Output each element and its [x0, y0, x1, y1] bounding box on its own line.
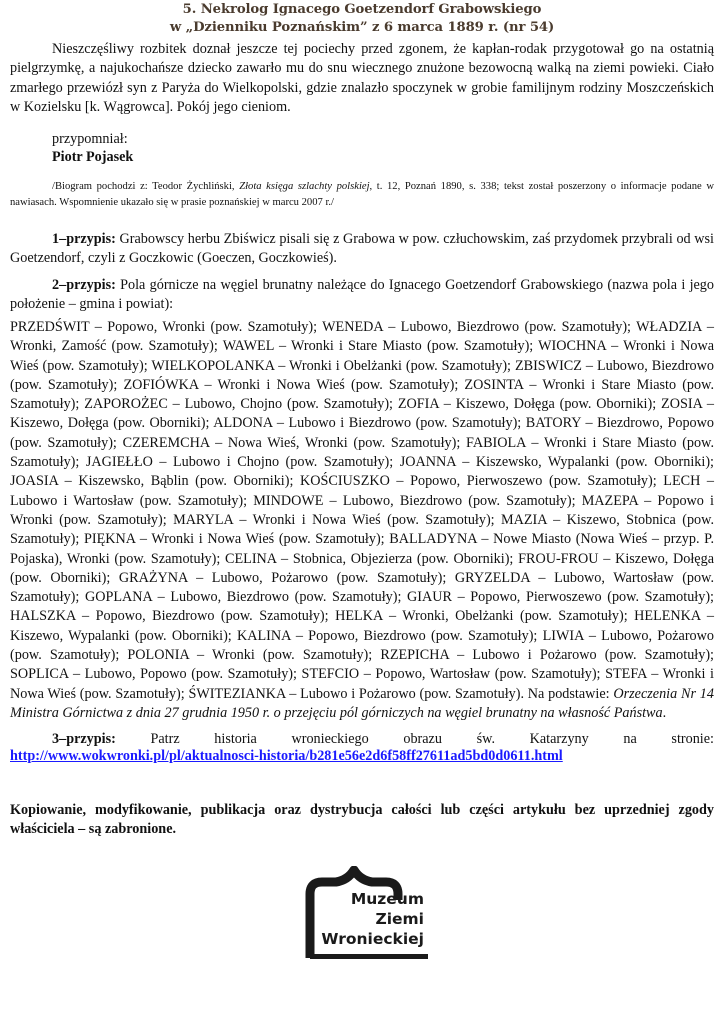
footnote-3-label: 3–przypis:: [52, 731, 116, 747]
footnote-3-word: Patrz: [150, 731, 180, 747]
footnote-3-word: na: [623, 731, 637, 747]
footnote-3-link[interactable]: http://www.wokwronki.pl/pl/aktualnosci-historia/b281e56e2d6f58ff27611ad5bd0d0611.html: [10, 748, 563, 764]
footnote-3-word: św.: [476, 731, 495, 747]
footnote-1-text: Grabowscy herbu Zbiświcz pisali się z Grabowa w pow. człuchowskim, zaś przydomek przybrali od wsi Goetzendorf, czyli z Goczkowic (Goeczen, Goczkowieś).: [10, 231, 714, 267]
logo-text-line-3: Wronieckiej: [321, 930, 424, 948]
source-book-title: Złota księga szlachty polskiej: [239, 181, 370, 192]
mining-fields-source-end: .: [662, 704, 667, 721]
footnote-1-label: 1–przypis:: [52, 231, 116, 247]
footnote-2-label: 2–przypis:: [52, 277, 116, 293]
mining-fields-list: [10, 318, 714, 723]
title-line-1: 5. Nekrolog Ignacego Goetzendorf Grabowskiego: [182, 2, 542, 17]
museum-logo: [300, 866, 430, 962]
signature: [52, 130, 133, 166]
footnote-3: [10, 731, 714, 765]
source-note: [10, 179, 714, 211]
intro-paragraph: Nieszczęśliwy rozbitek doznał jeszcze tej pociechy przed zgonem, że kapłan-rodak przygotował go na ostatnią pielgrzymkę, a najukochańsze dziecko zawarło mu do snu wiecznego znużone bezowocną walką na ziemi powieki. Ciało zmarłego przewiózł syn z Paryża do Wielkopolski, gdzie znalazło spoczynek w grobie familijnym rodziny Moszczeńskich w Kozielsku [k. Wągrowca]. Pokój jego cieniom.: [10, 41, 714, 116]
source-note-suffix: , t. 12, Poznań 1890, s. 338; tekst został poszerzony o informacje podane w nawiasach. Wspomnienie ukazało się w prasie poznańskiej w marcu 2007 r./: [10, 181, 715, 208]
footnote-3-word: historia: [214, 731, 257, 747]
footnote-2-text: Pola górnicze na węgiel brunatny należące do Ignacego Goetzendorf Grabowskiego (nazwa pola i jego położenie – gmina i powiat):: [10, 277, 714, 313]
footnote-3-word: wronieckiego: [291, 731, 369, 747]
mining-fields-text: PRZEDŚWIT – Popowo, Wronki (pow. Szamotuły); WENEDA – Lubowo, Biezdrowo (pow. Szamotuły); WŁADZIA – Wronki, Zamość (pow. Szamotuły); WAWEL – Wronki i Stare Miasto (pow. Szamotuły); WIOCHNA – Wronki i Nowa Wieś (pow. Szamotuły); WIELKOPOLANKA – Wronki i Obelżanki (pow. Szamotuły); ZBISWICZ – Lubowo, Biezdrowo (pow. Szamotuły); ZOFIÓWKA – Wronki i Nowa Wieś (pow. Szamotuły); ZOSINTA – Wronki i Stare Miasto (pow. Szamotuły); ZAPOROŻEC – Lubowo, Chojno (pow. Szamotuły); ZOFIA – Kiszewo, Dołęga (pow. Oborniki); ZOSIA – Kiszewo, Dołęga (pow. Oborniki); ALDONA – Lubowo i Biezdrowo (pow. Szamotuły); BATORY – Biezdrowo, Popowo (pow. Szamotuły); CZEREMCHA – Nowa Wieś, Wronki (pow. Szamotuły); FABIOLA – Wronki i Stare Miasto (pow. Szamotuły); JAGIEŁŁO – Lubowo i Chojno (pow. Szamotuły); JOANNA – Kiszewsko, Wypalanki (pow. Oborniki); JOASIA – Kiszewsko, Bąblin (pow. Oborniki); KOŚCIUSZKO – Popowo, Pierwoszewo (pow. Szamotuły); LECH – Lubowo i Wartosław (pow. Szamotuły); MINDOWE – Lubowo, Biezdrowo (pow. Szamotuły); MAZEPA – Popowo i Wronki (pow. Szamotuły); MARYLA – Wronki i Nowa Wieś (pow. Szamotuły); MAZIA – Kiszewo, Stobnica (pow. Szamotuły); PIĘKNA – Wronki i Nowa Wieś (pow. Szamotuły); BALLADYNA – Nowe Miasto (Nowa Wieś – przyp. P. Pojaska), Wronki (pow. Szamotuły); CELINA – Stobnica, Objezierza (pow. Oborniki); FROU-FROU – Kiszewo, Dołęga (pow. Oborniki); GRAŻYNA – Lubowo, Pożarowo (pow. Szamotuły); GRYZELDA – Lubowo, Wartosław (pow. Szamotuły); GOPLANA – Lubowo, Biezdrowo (pow. Szamotuły); GIAUR – Popowo, Pierwoszewo (pow. Szamotuły); HALSZKA – Popowo, Biezdrowo (pow. Szamotuły); HELKA – Wronki, Obelżanki (pow. Szamotuły); HELENKA – Kiszewo, Wypalanki (pow. Oborniki); KALINA – Popowo, Biezdrowo (pow. Szamotuły); LIWIA – Lubowo, Pożarowo (pow. Szamotuły); POLONIA – Wronki (pow. Szamotuły); RZEPICHA – Lubowo i Pożarowo (pow. Szamotuły); SOPLICA – Lubowo, Popowo (pow. Szamotuły); STEFCIO – Popowo, Wartosław (pow. Szamotuły); STEFA – Wronki i Nowa Wieś (pow. Szamotuły); ŚWITEZIANKA – Lubowo i Pożarowo (pow. Szamotuły). Na podstawie:: [10, 319, 714, 702]
title-line-2: w „Dzienniku Poznańskim” z 6 marca 1889 r. (nr 54): [169, 20, 555, 35]
footnote-2: [10, 276, 714, 315]
page-title: [0, 1, 724, 37]
footnote-3-line: [10, 731, 714, 748]
source-note-prefix: /Biogram pochodzi z: Teodor Żychliński,: [52, 181, 240, 192]
logo-text-line-2: Ziemi: [375, 910, 424, 928]
logo-text-line-1: Muzeum: [350, 890, 424, 908]
mining-fields-source: Orzeczenia Nr 14 Ministra Górnictwa z dnia 27 grudnia 1950 r. o przejęciu pól górniczych na węgiel brunatny na własność Państwa: [10, 685, 714, 721]
footnote-3-word: stronie:: [671, 731, 714, 747]
footnote-3-word: obrazu: [403, 731, 442, 747]
footnote-3-word: Katarzyny: [529, 731, 589, 747]
signature-label: przypomniał:: [52, 131, 128, 147]
footnote-1: [10, 230, 714, 269]
signature-name: Piotr Pojasek: [52, 149, 134, 165]
copyright-notice: Kopiowanie, modyfikowanie, publikacja oraz dystrybucja całości lub części artykułu bez uprzedniej zgody właściciela – są zabronione.: [10, 802, 714, 837]
